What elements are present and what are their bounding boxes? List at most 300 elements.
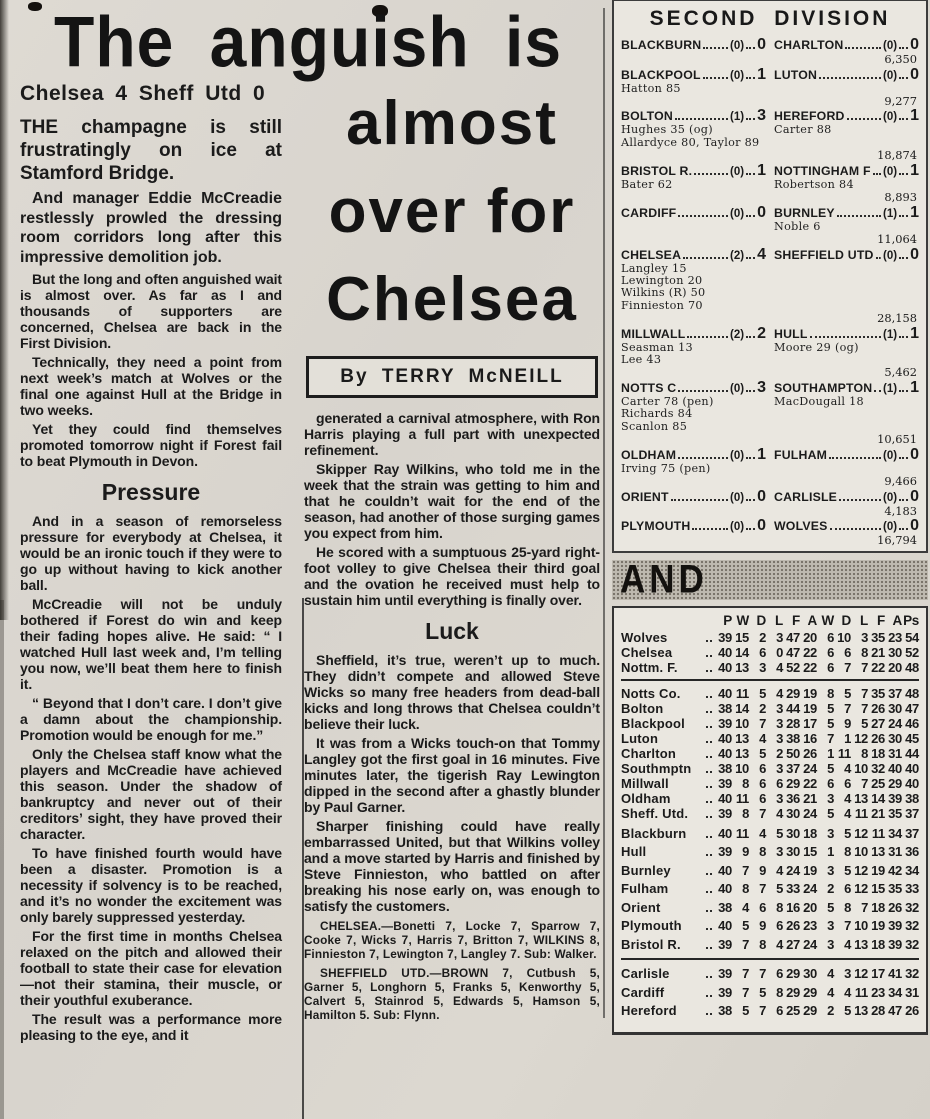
goal-scorer: Carter 88 — [774, 123, 832, 137]
stat-value: 6 — [759, 760, 766, 776]
home-fixture — [621, 378, 766, 433]
stat-value: 4 — [844, 790, 851, 806]
stat-value: 24 — [803, 936, 817, 952]
stat-value: 30 — [888, 730, 902, 746]
halftime-score: (0) — [730, 382, 745, 395]
team-name: Millwall — [621, 775, 669, 791]
stat-value: 6 — [759, 790, 766, 806]
body-paragraph: McCreadie will not be unduly bothered if Forest do win and keep their fading hopes alive. He said: “ I watched Hull last week and, I’m telling you now, we’ll beat them here to finish it. — [20, 596, 282, 692]
stat-value: 19 — [803, 700, 817, 716]
match-result — [621, 487, 919, 518]
halftime-score: (1) — [730, 111, 745, 124]
article-columns — [0, 80, 610, 1100]
team-name: LUTON — [774, 67, 818, 82]
stat-value: 5 — [759, 984, 766, 1000]
lead-paragraph: THE champagne is still frustratingly on ice at Stamford Bridge. — [20, 117, 282, 184]
table-row — [621, 806, 919, 821]
team-name: PLYMOUTH — [621, 519, 691, 534]
stat-value: 10 — [854, 918, 868, 934]
body-paragraph: generated a carnival atmosphere, with Ron Harris playing a full part with unexpected refinement. — [304, 410, 600, 458]
match-result — [621, 203, 919, 247]
halftime-score: (0) — [730, 491, 745, 504]
stat-value: 37 — [786, 760, 800, 776]
stat-value: 3 — [827, 936, 834, 952]
stat-value: 6 — [759, 899, 766, 915]
stat-value: 6 — [844, 881, 851, 897]
team-name: OLDHAM — [621, 447, 677, 462]
team-name: Charlton — [621, 745, 677, 761]
second-division-results — [612, 0, 928, 553]
fixture-pair — [621, 519, 919, 534]
stat-value: 11 — [871, 825, 885, 841]
team-name: NOTTINGHAM F — [774, 163, 871, 178]
stat-value: 7 — [759, 881, 766, 897]
stat-value: 9 — [759, 918, 766, 934]
fixture-line — [774, 324, 919, 342]
column-header: F — [792, 612, 800, 628]
stat-value: 13 — [735, 745, 749, 761]
stat-value: 24 — [803, 881, 817, 897]
stat-value: 29 — [888, 775, 902, 791]
body-paragraph: Yet they could find themselves promoted tomorrow night if Forest fail to beat Plymouth in Devon. — [20, 421, 282, 469]
stat-value: 22 — [803, 775, 817, 791]
team-name: Hull — [621, 844, 647, 860]
stat-value: 45 — [905, 730, 919, 746]
leader-dots — [899, 77, 908, 79]
stat-value: 28 — [871, 1003, 885, 1019]
stat-value: 48 — [905, 685, 919, 701]
team-name: Notts Co. — [621, 685, 681, 701]
table-row — [621, 880, 919, 899]
halftime-score: (2) — [730, 328, 745, 341]
stat-value: 30 — [786, 805, 800, 821]
stat-value: 54 — [905, 629, 919, 645]
stat-value: 39 — [718, 775, 732, 791]
table-row — [621, 645, 919, 660]
stat-value: 8 — [742, 805, 749, 821]
stat-value: 5 — [827, 760, 834, 776]
stat-value: 40 — [905, 775, 919, 791]
stat-value: 13 — [735, 730, 749, 746]
leader-dots — [678, 390, 728, 392]
stat-value: 7 — [844, 700, 851, 716]
stat-value: 13 — [735, 659, 749, 675]
table-group — [621, 686, 919, 821]
full-time-score: 3 — [757, 378, 766, 396]
stat-value: 4 — [776, 862, 783, 878]
and-label: AND — [620, 556, 708, 602]
stat-value: 40 — [888, 760, 902, 776]
team-name: BLACKBURN — [621, 38, 702, 52]
team-name: Nottm. F. — [621, 659, 678, 675]
full-time-score: 0 — [910, 487, 919, 505]
table-row — [621, 899, 919, 918]
stat-value: 3 — [776, 700, 783, 716]
stat-value: 26 — [888, 899, 902, 915]
column-header: D — [841, 612, 851, 628]
stat-value: 3 — [759, 659, 766, 675]
stat-value: 34 — [905, 862, 919, 878]
stat-value: 7 — [759, 966, 766, 982]
fixture-line — [621, 519, 766, 534]
fixture-line — [621, 245, 766, 263]
stat-value: 39 — [718, 805, 732, 821]
table-row — [621, 843, 919, 862]
fixture-line — [774, 445, 919, 463]
stat-value: 32 — [905, 966, 919, 982]
away-fixture — [774, 519, 919, 534]
team-name: Oldham — [621, 790, 671, 806]
stat-value: 30 — [786, 825, 800, 841]
leader-dots — [706, 771, 712, 773]
table-row — [621, 1002, 919, 1021]
stat-value: 16 — [786, 899, 800, 915]
stat-value: 7 — [827, 730, 834, 746]
fixture-line — [774, 161, 919, 179]
stat-value: 2 — [827, 1003, 834, 1019]
stat-value: 32 — [871, 760, 885, 776]
stat-value: 47 — [786, 644, 800, 660]
stat-value: 39 — [718, 984, 732, 1000]
leader-dots — [819, 77, 881, 79]
goal-scorer: Bater 62 — [621, 177, 673, 191]
away-fixture — [774, 245, 919, 313]
full-time-score: 1 — [910, 161, 919, 179]
body-paragraph: The result was a performance more pleasing to the eye, and it — [20, 1011, 282, 1043]
team-name: FULHAM — [774, 447, 828, 462]
stat-value: 52 — [786, 659, 800, 675]
table-row — [621, 630, 919, 645]
leader-dots — [746, 390, 755, 392]
stat-value: 26 — [905, 1003, 919, 1019]
stat-value: 5 — [827, 700, 834, 716]
stat-value: 40 — [718, 745, 732, 761]
goal-scorer: Irving 75 (pen) — [621, 461, 711, 475]
stat-value: 7 — [844, 659, 851, 675]
table-group — [621, 965, 919, 1021]
league-table-rows — [621, 613, 919, 1021]
team-name: Blackpool — [621, 715, 685, 731]
team-name: Hereford — [621, 1003, 677, 1019]
match-result — [621, 65, 919, 108]
match-result — [621, 519, 919, 547]
leader-dots — [899, 173, 908, 175]
headline-line-4: Chelsea — [326, 265, 578, 334]
stat-value: 8 — [844, 844, 851, 860]
attendance: 10,651 — [877, 432, 917, 447]
attendance: 28,158 — [877, 311, 917, 326]
stat-value: 4 — [827, 966, 834, 982]
stat-value: 21 — [803, 790, 817, 806]
goal-scorer: Noble 6 — [774, 219, 821, 233]
team-name: Fulham — [621, 881, 669, 897]
stat-value: 1 — [827, 844, 834, 860]
team-name: SHEFFIELD UTD — [774, 247, 874, 262]
leader-dots — [899, 457, 908, 459]
results-column — [612, 0, 928, 1035]
stat-value: 5 — [742, 918, 749, 934]
full-time-score: 0 — [910, 445, 919, 463]
table-row — [621, 776, 919, 791]
stat-value: 1 — [827, 745, 834, 761]
body-paragraph: Technically, they need a point from next week’s match at Wolves or the final one against Hull at the Bridge in two weeks. — [20, 354, 282, 418]
attendance: 9,466 — [884, 474, 917, 489]
stat-value: 34 — [888, 984, 902, 1000]
full-time-score: 1 — [910, 107, 919, 125]
full-time-score: 0 — [910, 65, 919, 83]
fixture-line — [621, 109, 766, 124]
stat-value: 5 — [844, 825, 851, 841]
stat-value: 20 — [803, 899, 817, 915]
team-name: MILLWALL — [621, 326, 686, 341]
subhead-luck: Luck — [425, 618, 479, 644]
goal-scorer: Lewington 20 — [621, 273, 703, 287]
stat-value: 12 — [854, 966, 868, 982]
attendance: 5,462 — [884, 365, 917, 380]
stat-value: 39 — [888, 936, 902, 952]
stat-value: 6 — [827, 659, 834, 675]
stat-value: 42 — [888, 862, 902, 878]
leader-dots — [746, 257, 755, 259]
team-name: CHELSEA — [621, 247, 682, 262]
full-time-score: 1 — [757, 445, 766, 463]
stat-value: 12 — [854, 881, 868, 897]
team-name: Luton — [621, 730, 659, 746]
stat-value: 13 — [854, 936, 868, 952]
fixture-line — [774, 245, 919, 263]
leader-dots — [746, 336, 755, 338]
stat-value: 6 — [759, 775, 766, 791]
leader-dots — [845, 47, 881, 49]
away-fixture — [774, 109, 919, 149]
column-header: D — [756, 612, 766, 628]
second-paragraph: And manager Eddie McCreadie restlessly prowled the dressing room corridors long after this impressive demolition job. — [20, 190, 282, 266]
match-result — [621, 38, 919, 66]
stat-value: 10 — [837, 629, 851, 645]
full-time-score: 0 — [910, 245, 919, 263]
team-name: BURNLEY — [774, 205, 835, 220]
stat-value: 8 — [827, 685, 834, 701]
stat-value: 21 — [871, 644, 885, 660]
stat-value: 3 — [827, 825, 834, 841]
team-name: CARLISLE — [774, 489, 838, 504]
stat-value: 12 — [854, 825, 868, 841]
leader-dots — [706, 1013, 712, 1015]
column-header: F — [877, 612, 885, 628]
stat-value: 22 — [803, 644, 817, 660]
halftime-score: (0) — [883, 521, 898, 534]
table-row — [621, 825, 919, 844]
table-row — [621, 701, 919, 716]
stat-value: 50 — [786, 745, 800, 761]
and-banner — [612, 556, 928, 602]
stat-value: 3 — [861, 629, 868, 645]
stat-value: 11 — [854, 984, 868, 1000]
stat-value: 32 — [905, 899, 919, 915]
stat-value: 4 — [844, 805, 851, 821]
stat-value: 22 — [803, 659, 817, 675]
fixture-line — [774, 109, 919, 124]
away-fixture — [774, 324, 919, 367]
leader-dots — [687, 336, 728, 338]
home-fixture — [621, 487, 766, 505]
stat-value: 37 — [905, 805, 919, 821]
goal-scorer: Moore 29 (og) — [774, 340, 859, 354]
stat-value: 4 — [759, 730, 766, 746]
leader-dots — [839, 499, 881, 501]
match-result — [621, 109, 919, 161]
full-time-score: 0 — [757, 517, 766, 535]
stat-value: 28 — [786, 715, 800, 731]
leader-dots — [692, 528, 728, 530]
fixture-line — [774, 203, 919, 221]
stat-value: 10 — [854, 760, 868, 776]
stat-value: 31 — [905, 984, 919, 1000]
stat-value: 5 — [776, 825, 783, 841]
stat-value: 14 — [871, 790, 885, 806]
fixture-pair — [621, 378, 919, 433]
away-fixture — [774, 378, 919, 433]
stat-value: 3 — [776, 730, 783, 746]
team-name: ORIENT — [621, 489, 669, 504]
leader-dots — [703, 77, 728, 79]
table-row — [621, 660, 919, 675]
stat-value: 8 — [759, 844, 766, 860]
stat-value: 40 — [718, 730, 732, 746]
halftime-score: (0) — [730, 207, 745, 220]
team-name: Blackburn — [621, 825, 687, 841]
home-fixture — [621, 109, 766, 149]
team-name: SOUTHAMPTON — [774, 380, 873, 395]
attendance: 8,893 — [884, 190, 917, 205]
stat-value: 37 — [888, 685, 902, 701]
leader-dots — [873, 173, 881, 175]
stat-value: 39 — [888, 790, 902, 806]
leader-dots — [683, 257, 728, 259]
paragraph-group — [20, 513, 282, 1043]
leader-dots — [706, 891, 712, 893]
fixture-pair — [621, 445, 919, 475]
stat-value: 41 — [888, 966, 902, 982]
goal-scorer: Lee 43 — [621, 353, 662, 367]
stat-value: 29 — [786, 685, 800, 701]
fixture-line — [621, 378, 766, 396]
stat-value: 8 — [776, 899, 783, 915]
leader-dots — [706, 726, 712, 728]
full-time-score: 4 — [757, 245, 766, 263]
stat-value: 7 — [759, 805, 766, 821]
stat-value: 8 — [742, 881, 749, 897]
goal-scorer: Finnieston 70 — [621, 298, 703, 312]
stat-value: 29 — [786, 966, 800, 982]
stat-value: 14 — [735, 644, 749, 660]
stat-value: 40 — [718, 825, 732, 841]
halftime-score: (0) — [730, 521, 745, 534]
leader-dots — [706, 655, 712, 657]
stat-value: 5 — [844, 1003, 851, 1019]
fixture-pair — [621, 109, 919, 149]
stat-value: 40 — [718, 685, 732, 701]
stat-value: 39 — [718, 936, 732, 952]
stat-value: 38 — [905, 790, 919, 806]
leader-dots — [678, 215, 728, 217]
team-name: NOTTS C — [621, 380, 677, 395]
stat-value: 8 — [861, 745, 868, 761]
full-time-score: 0 — [910, 517, 919, 535]
halftime-score: (2) — [730, 249, 745, 262]
leader-dots — [675, 118, 728, 120]
team-name: BOLTON — [621, 109, 673, 124]
stat-value: 44 — [905, 745, 919, 761]
team-name: Bolton — [621, 700, 664, 716]
leader-dots — [671, 499, 728, 501]
stat-value: 9 — [844, 715, 851, 731]
leader-dots — [876, 257, 881, 259]
fixture-line — [774, 519, 919, 534]
stat-value: 20 — [803, 629, 817, 645]
headline-line-2: almost — [346, 89, 558, 158]
stat-value: 26 — [803, 745, 817, 761]
fixture-pair — [621, 38, 919, 53]
halftime-score: (0) — [883, 165, 898, 178]
stat-value: 7 — [742, 966, 749, 982]
away-fixture — [774, 65, 919, 95]
attendance: 6,350 — [884, 52, 917, 66]
stat-value: 4 — [776, 659, 783, 675]
stat-value: 6 — [776, 775, 783, 791]
leader-dots — [746, 118, 755, 120]
stat-value: 38 — [718, 700, 732, 716]
body-paragraph: He scored with a sumptuous 25-yard right-foot volley to give Chelsea their third goal and the ovation he received must help to sustain him until everything is finally over. — [304, 544, 600, 608]
leader-dots — [874, 390, 881, 392]
table-row — [621, 917, 919, 936]
stat-value: 30 — [803, 966, 817, 982]
stat-value: 29 — [786, 984, 800, 1000]
full-time-score: 2 — [757, 324, 766, 342]
column-header: L — [775, 612, 783, 628]
table-group — [621, 825, 919, 955]
stat-value: 1 — [844, 730, 851, 746]
fixture-pair — [621, 245, 919, 313]
leader-dots — [899, 390, 908, 392]
table-row — [621, 746, 919, 761]
divider-rule — [621, 679, 919, 681]
stat-value: 3 — [827, 790, 834, 806]
away-fixture — [774, 161, 919, 191]
fixture-line — [621, 445, 766, 463]
stat-value: 7 — [759, 715, 766, 731]
stat-value: 27 — [871, 715, 885, 731]
stat-value: 39 — [718, 715, 732, 731]
results-title: SECOND DIVISION — [649, 7, 891, 30]
stat-value: 2 — [776, 745, 783, 761]
stat-value: 4 — [844, 936, 851, 952]
away-fixture — [774, 38, 919, 53]
fixture-pair — [621, 487, 919, 505]
stat-value: 32 — [905, 918, 919, 934]
stat-value: 6 — [776, 918, 783, 934]
stat-value: 8 — [776, 984, 783, 1000]
leader-dots — [706, 670, 712, 672]
results-list — [621, 38, 919, 547]
stat-value: 7 — [861, 659, 868, 675]
fixture-pair — [621, 324, 919, 367]
stat-value: 3 — [827, 862, 834, 878]
stat-value: 21 — [871, 805, 885, 821]
paragraph-group — [20, 271, 282, 469]
stat-value: 24 — [888, 715, 902, 731]
stat-value: 24 — [786, 862, 800, 878]
